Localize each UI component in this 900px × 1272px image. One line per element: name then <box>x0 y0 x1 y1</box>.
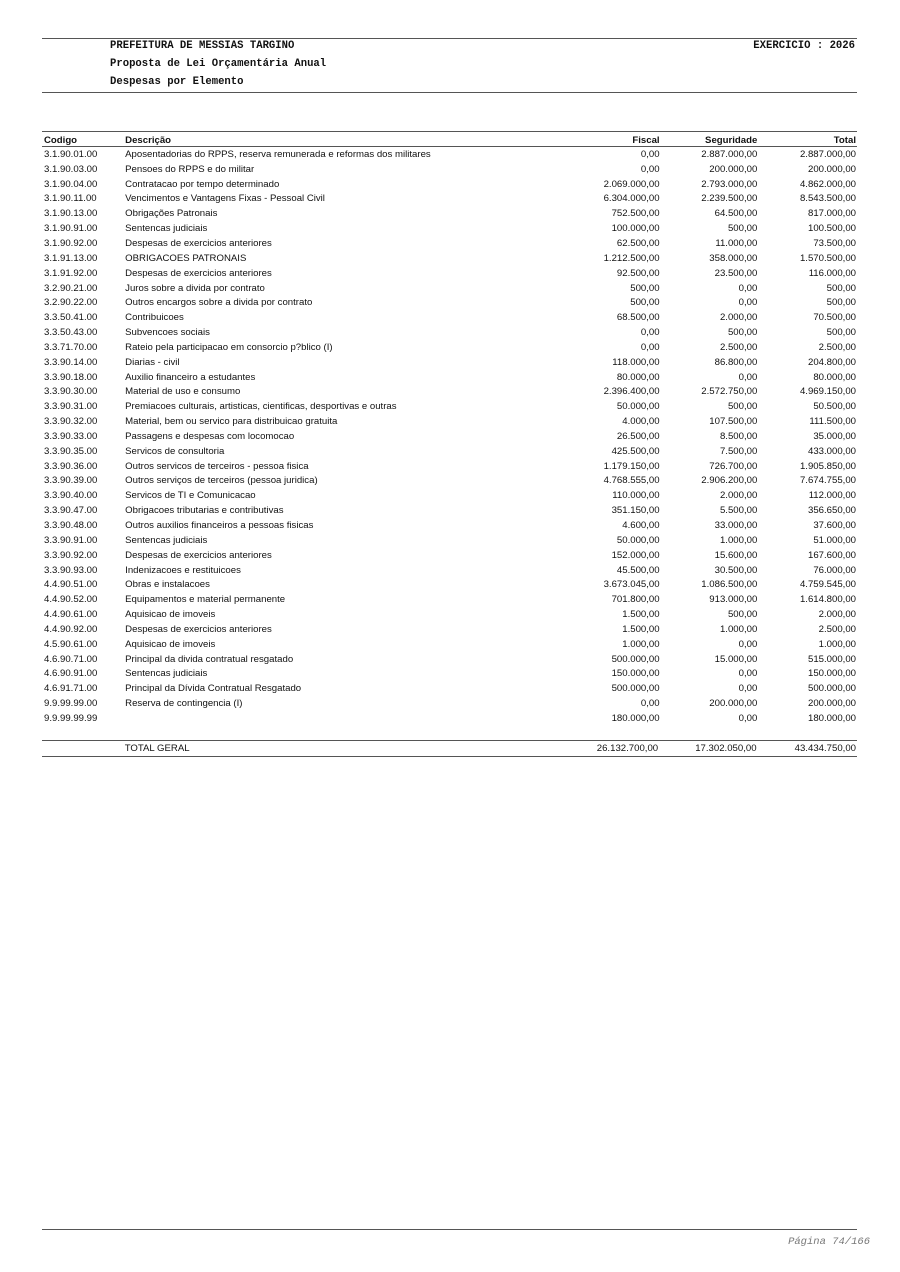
table-row <box>42 696 857 711</box>
table-row <box>42 622 857 637</box>
row-total: 2.887.000,00 <box>799 148 856 160</box>
row-fiscal: 4.768.555,00 <box>603 475 660 487</box>
row-total: 500.000,00 <box>807 683 856 695</box>
table-row <box>42 370 857 385</box>
row-seguridade: 107.500,00 <box>709 416 758 428</box>
row-total: 111.500,00 <box>809 416 856 428</box>
expense-table <box>42 132 857 726</box>
row-code: 4.4.90.61.00 <box>44 609 98 621</box>
row-seguridade: 23.500,00 <box>714 267 758 279</box>
column-header-total: Total <box>758 132 857 147</box>
row-code: 3.3.90.47.00 <box>44 505 98 517</box>
org-name: PREFEITURA DE MESSIAS TARGINO <box>110 40 295 52</box>
row-description: Principal da Dívida Contratual Resgatado <box>125 683 302 695</box>
row-total: 37.600,00 <box>813 520 856 532</box>
row-code: 3.3.90.36.00 <box>44 460 98 472</box>
row-fiscal: 2.396.400,00 <box>603 386 660 398</box>
header-top-rule <box>42 38 857 39</box>
row-fiscal: 0,00 <box>640 163 660 175</box>
row-code: 3.1.91.13.00 <box>44 252 98 264</box>
row-fiscal: 0,00 <box>640 327 660 339</box>
row-description: Aposentadorias do RPPS, reserva remunerada e reformas dos militares <box>125 148 431 160</box>
row-seguridade: 2.572.750,00 <box>701 386 758 398</box>
row-fiscal: 62.500,00 <box>616 237 660 249</box>
row-code: 4.6.91.71.00 <box>44 683 98 695</box>
total-label: TOTAL GERAL <box>124 742 190 754</box>
row-description: Passagens e despesas com locomocao <box>125 430 295 442</box>
table-row <box>42 607 857 622</box>
row-total: 76.000,00 <box>813 564 856 576</box>
table-row <box>42 637 857 652</box>
row-seguridade: 11.000,00 <box>715 237 758 249</box>
table-row <box>42 459 857 474</box>
row-fiscal: 50.000,00 <box>616 534 660 546</box>
row-total: 200.000,00 <box>807 698 856 710</box>
row-description: Despesas de exercicios anteriores <box>125 549 272 561</box>
table-row <box>42 563 857 578</box>
row-description: Auxilio financeiro a estudantes <box>125 371 256 383</box>
table-header-row <box>42 132 857 147</box>
table-row <box>42 399 857 414</box>
row-total: 150.000,00 <box>807 668 856 680</box>
row-total: 73.500,00 <box>813 237 856 249</box>
row-description: Obrigações Patronais <box>125 208 218 220</box>
row-code: 3.3.90.32.00 <box>44 416 98 428</box>
row-total: 2.000,00 <box>818 609 856 621</box>
row-code: 3.3.90.14.00 <box>44 356 98 368</box>
row-description: Servicos de consultoria <box>125 445 225 457</box>
row-total: 4.862.000,00 <box>799 178 856 190</box>
table-row <box>42 251 857 266</box>
row-description: Pensoes do RPPS e do militar <box>125 163 255 175</box>
row-fiscal: 0,00 <box>640 698 660 710</box>
table-row <box>42 340 857 355</box>
row-total: 2.500,00 <box>818 341 856 353</box>
row-fiscal: 1.500,00 <box>622 623 660 635</box>
row-seguridade: 0,00 <box>738 668 758 680</box>
row-description: Material, bem ou servico para distribuicao gratuita <box>125 416 338 428</box>
table-row <box>42 266 857 281</box>
table-row <box>42 592 857 607</box>
row-seguridade: 2.239.500,00 <box>701 193 758 205</box>
row-total: 500,00 <box>826 297 856 309</box>
row-total: 204.800,00 <box>807 356 856 368</box>
row-description: Principal da divida contratual resgatado <box>125 653 294 665</box>
table-row <box>42 518 857 533</box>
total-row-table <box>42 740 857 757</box>
table-row <box>42 414 857 429</box>
row-description <box>124 711 533 726</box>
row-seguridade: 200.000,00 <box>709 163 758 175</box>
row-fiscal: 118.000,00 <box>612 356 660 368</box>
row-code: 3.1.90.11.00 <box>44 193 97 205</box>
table-row <box>42 385 857 400</box>
row-description: Subvencoes sociais <box>125 327 210 339</box>
row-fiscal: 150.000,00 <box>611 668 660 680</box>
row-code: 3.3.50.41.00 <box>44 312 98 324</box>
row-total: 500,00 <box>826 282 856 294</box>
table-row <box>42 577 857 592</box>
row-seguridade: 5.500,00 <box>719 505 758 517</box>
table-row <box>42 444 857 459</box>
table-row <box>42 711 857 726</box>
row-total: 7.674.755,00 <box>799 475 856 487</box>
row-description: Despesas de exercicios anteriores <box>125 267 272 279</box>
row-code: 4.4.90.52.00 <box>44 594 98 606</box>
row-description: Material de uso e consumo <box>125 386 241 398</box>
row-fiscal: 500,00 <box>630 297 660 309</box>
row-code: 3.3.90.92.00 <box>44 549 98 561</box>
total-seguridade: 17.302.050,00 <box>695 742 757 754</box>
row-seguridade: 500,00 <box>727 327 758 339</box>
total-code-cell <box>42 741 124 757</box>
row-fiscal: 0,00 <box>640 341 660 353</box>
row-fiscal: 50.000,00 <box>616 401 660 413</box>
row-fiscal: 45.500,00 <box>616 564 660 576</box>
row-code: 4.4.90.51.00 <box>44 579 98 591</box>
row-total: 1.000,00 <box>818 638 856 650</box>
row-description: Aquisicao de imoveis <box>125 638 216 650</box>
report-title: Despesas por Elemento <box>110 76 244 88</box>
row-total: 515.000,00 <box>807 653 856 665</box>
table-row <box>42 310 857 325</box>
row-description: Servicos de TI e Comunicacao <box>125 490 256 502</box>
row-total: 1.905.850,00 <box>799 460 856 472</box>
row-fiscal: 3.673.045,00 <box>603 579 660 591</box>
row-fiscal: 92.500,00 <box>616 267 660 279</box>
exercise-year: EXERCICIO : 2026 <box>753 40 855 52</box>
row-seguridade: 500,00 <box>727 609 758 621</box>
table-row <box>42 236 857 251</box>
row-seguridade: 1.086.500,00 <box>701 579 758 591</box>
row-total: 180.000,00 <box>807 712 856 724</box>
row-code: 9.9.99.99.99 <box>44 712 98 724</box>
row-description: Contratacao por tempo determinado <box>125 178 280 190</box>
row-code: 3.1.90.04.00 <box>44 178 98 190</box>
table-row <box>42 177 857 192</box>
row-code: 3.3.90.35.00 <box>44 445 98 457</box>
row-description: Despesas de exercicios anteriores <box>125 237 272 249</box>
row-seguridade: 33.000,00 <box>714 520 758 532</box>
row-seguridade: 2.500,00 <box>719 341 758 353</box>
row-fiscal: 425.500,00 <box>611 445 660 457</box>
row-code: 3.1.90.03.00 <box>44 163 98 175</box>
row-code: 3.2.90.22.00 <box>44 297 98 309</box>
row-fiscal: 100.000,00 <box>611 223 660 235</box>
row-description: Outros serviços de terceiros (pessoa juridica) <box>125 475 318 487</box>
row-fiscal: 500.000,00 <box>611 653 660 665</box>
row-seguridade: 500,00 <box>727 223 758 235</box>
row-total: 4.759.545,00 <box>799 579 856 591</box>
row-description: Outros servicos de terceiros - pessoa fisica <box>125 460 309 472</box>
row-seguridade: 2.000,00 <box>719 312 758 324</box>
row-seguridade: 2.793.000,00 <box>701 178 758 190</box>
row-seguridade: 64.500,00 <box>714 208 758 220</box>
table-row <box>42 281 857 296</box>
row-code: 3.2.90.21.00 <box>44 282 98 294</box>
row-fiscal: 6.304.000,00 <box>603 193 660 205</box>
row-seguridade: 500,00 <box>727 401 758 413</box>
row-total: 112.000,00 <box>808 490 856 502</box>
row-description: Premiacoes culturais, artisticas, cientificas, desportivas e outras <box>125 401 397 413</box>
row-code: 3.1.90.13.00 <box>44 208 98 220</box>
row-fiscal: 26.500,00 <box>616 430 660 442</box>
table-row <box>42 681 857 696</box>
row-fiscal: 351.150,00 <box>611 505 660 517</box>
row-total: 200.000,00 <box>807 163 856 175</box>
table-row <box>42 488 857 503</box>
row-seguridade: 0,00 <box>738 683 758 695</box>
row-seguridade: 1.000,00 <box>719 534 758 546</box>
row-total: 70.500,00 <box>813 312 856 324</box>
row-fiscal: 110.000,00 <box>612 490 660 502</box>
row-code: 3.1.90.92.00 <box>44 237 98 249</box>
row-seguridade: 7.500,00 <box>719 445 758 457</box>
row-code: 3.1.91.92.00 <box>44 267 98 279</box>
table-row <box>42 474 857 489</box>
row-code: 3.3.90.91.00 <box>44 534 98 546</box>
row-code: 3.3.90.93.00 <box>44 564 98 576</box>
row-description: Obrigacoes tributarias e contributivas <box>125 505 284 517</box>
row-description: Indenizacoes e restituicoes <box>125 564 241 576</box>
total-total: 43.434.750,00 <box>794 742 856 754</box>
row-fiscal: 2.069.000,00 <box>603 178 660 190</box>
row-total: 51.000,00 <box>813 534 856 546</box>
total-row <box>42 741 857 757</box>
table-row <box>42 325 857 340</box>
row-total: 4.969.150,00 <box>799 386 856 398</box>
row-code: 3.3.90.18.00 <box>44 371 98 383</box>
table-row <box>42 192 857 207</box>
row-code: 3.1.90.01.00 <box>44 148 98 160</box>
document-subtitle: Proposta de Lei Orçamentária Anual <box>110 58 327 70</box>
row-code: 4.6.90.71.00 <box>44 653 98 665</box>
row-description: Despesas de exercicios anteriores <box>125 623 272 635</box>
row-description: Outros auxilios financeiros a pessoas fisicas <box>125 520 314 532</box>
row-total: 8.543.500,00 <box>799 193 856 205</box>
header-bottom-rule <box>42 92 857 93</box>
row-seguridade: 200.000,00 <box>709 698 758 710</box>
row-fiscal: 1.500,00 <box>622 609 660 621</box>
row-code: 3.3.71.70.00 <box>44 341 98 353</box>
row-fiscal: 152.000,00 <box>611 549 660 561</box>
row-seguridade: 0,00 <box>738 371 758 383</box>
table-row <box>42 221 857 236</box>
row-seguridade: 8.500,00 <box>719 430 758 442</box>
row-description: OBRIGACOES PATRONAIS <box>125 252 247 264</box>
row-code: 3.1.90.91.00 <box>44 223 98 235</box>
row-total: 1.614.800,00 <box>799 594 856 606</box>
row-total: 100.500,00 <box>807 223 856 235</box>
row-seguridade: 0,00 <box>738 712 758 724</box>
row-fiscal: 0,00 <box>640 148 660 160</box>
page-number: Página 74/166 <box>788 1236 870 1248</box>
row-total: 2.500,00 <box>818 623 856 635</box>
row-seguridade: 15.000,00 <box>714 653 758 665</box>
row-total: 817.000,00 <box>807 208 856 220</box>
table-body <box>42 147 857 726</box>
row-code: 3.3.90.39.00 <box>44 475 98 487</box>
row-seguridade: 2.000,00 <box>719 490 758 502</box>
row-description: Sentencas judiciais <box>125 534 208 546</box>
row-seguridade: 358.000,00 <box>709 252 758 264</box>
table-row <box>42 652 857 667</box>
row-fiscal: 1.212.500,00 <box>603 252 660 264</box>
row-seguridade: 0,00 <box>738 638 758 650</box>
row-fiscal: 500,00 <box>630 282 660 294</box>
row-code: 3.3.90.40.00 <box>44 490 98 502</box>
row-description: Juros sobre a divida por contrato <box>125 282 265 294</box>
row-description: Reserva de contingencia (I) <box>125 698 243 710</box>
table-row <box>42 147 857 162</box>
row-fiscal: 752.500,00 <box>611 208 660 220</box>
table-row <box>42 295 857 310</box>
row-seguridade: 0,00 <box>738 297 758 309</box>
row-code: 4.4.90.92.00 <box>44 623 98 635</box>
row-description: Outros encargos sobre a divida por contrato <box>125 297 313 309</box>
row-total: 500,00 <box>826 327 856 339</box>
row-description: Sentencas judiciais <box>125 223 208 235</box>
row-code: 3.3.90.31.00 <box>44 401 98 413</box>
row-fiscal: 1.000,00 <box>622 638 660 650</box>
row-seguridade: 15.600,00 <box>714 549 758 561</box>
table-row <box>42 533 857 548</box>
row-fiscal: 80.000,00 <box>616 371 660 383</box>
row-total: 167.600,00 <box>807 549 856 561</box>
row-seguridade: 2.906.200,00 <box>701 475 758 487</box>
row-total: 356.650,00 <box>807 505 856 517</box>
row-description: Vencimentos e Vantagens Fixas - Pessoal Civil <box>125 193 325 205</box>
row-code: 4.6.90.91.00 <box>44 668 98 680</box>
table-row <box>42 667 857 682</box>
table-row <box>42 355 857 370</box>
row-description: Equipamentos e material permanente <box>125 594 286 606</box>
table-row <box>42 548 857 563</box>
row-code: 3.3.50.43.00 <box>44 327 98 339</box>
row-total: 433.000,00 <box>807 445 856 457</box>
row-seguridade: 86.800,00 <box>714 356 758 368</box>
row-seguridade: 30.500,00 <box>714 564 758 576</box>
row-code: 9.9.99.99.00 <box>44 698 98 710</box>
row-description: Aquisicao de imoveis <box>125 609 216 621</box>
row-fiscal: 4.000,00 <box>622 416 660 428</box>
column-header-fiscal: Fiscal <box>533 132 661 147</box>
table-row <box>42 206 857 221</box>
row-description: Rateio pela participacao em consorcio p?blico (I) <box>125 341 333 353</box>
row-description: Diarias - civil <box>125 356 180 368</box>
row-code: 3.3.90.30.00 <box>44 386 98 398</box>
row-fiscal: 500.000,00 <box>611 683 660 695</box>
row-total: 1.570.500,00 <box>799 252 856 264</box>
row-code: 3.3.90.33.00 <box>44 430 98 442</box>
row-fiscal: 4.600,00 <box>622 520 660 532</box>
row-seguridade: 2.887.000,00 <box>701 148 758 160</box>
total-fiscal: 26.132.700,00 <box>596 742 659 754</box>
table-row <box>42 162 857 177</box>
row-description: Contribuicoes <box>125 312 184 324</box>
table-row <box>42 503 857 518</box>
row-total: 35.000,00 <box>813 430 856 442</box>
row-total: 50.500,00 <box>813 401 856 413</box>
row-fiscal: 68.500,00 <box>616 312 660 324</box>
row-seguridade: 726.700,00 <box>709 460 758 472</box>
row-seguridade: 1.000,00 <box>719 623 758 635</box>
row-fiscal: 180.000,00 <box>611 712 660 724</box>
footer-rule <box>42 1229 857 1230</box>
row-total: 80.000,00 <box>813 371 856 383</box>
column-header-seguridade: Seguridade <box>661 132 759 147</box>
row-seguridade: 913.000,00 <box>709 594 758 606</box>
column-header-code: Codigo <box>42 132 124 147</box>
row-description: Sentencas judiciais <box>125 668 208 680</box>
row-code: 3.3.90.48.00 <box>44 520 98 532</box>
row-fiscal: 701.800,00 <box>611 594 660 606</box>
row-total: 116.000,00 <box>808 267 856 279</box>
row-fiscal: 1.179.150,00 <box>603 460 660 472</box>
table-row <box>42 429 857 444</box>
column-header-description: Descrição <box>124 132 533 147</box>
row-description: Obras e instalacoes <box>125 579 210 591</box>
row-code: 4.5.90.61.00 <box>44 638 98 650</box>
row-seguridade: 0,00 <box>738 282 758 294</box>
